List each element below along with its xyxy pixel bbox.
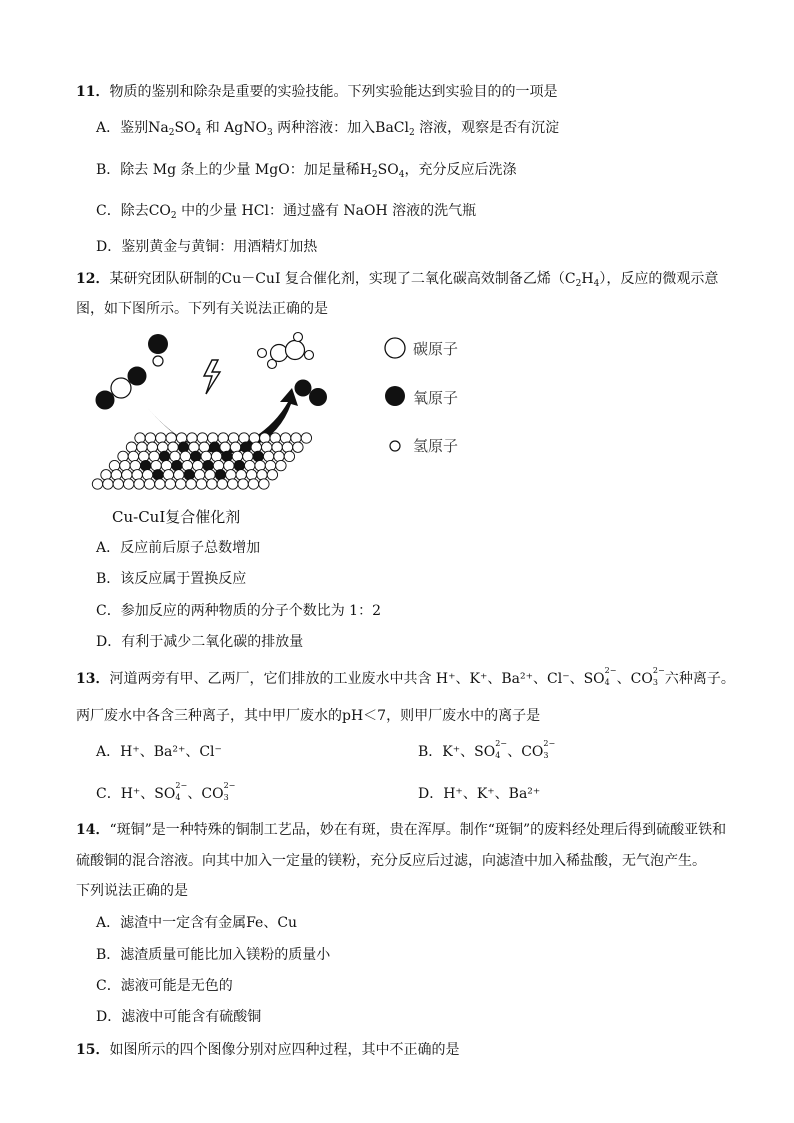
lattice-atom — [245, 460, 255, 470]
lattice-atom — [228, 479, 238, 489]
lattice-atom — [255, 460, 265, 470]
lattice-atom — [132, 470, 142, 480]
catalyst-label: Cu-CuI复合催化剂 — [112, 508, 241, 526]
lattice-atom — [189, 442, 199, 452]
q11-c-part: C．除去CO — [96, 203, 171, 219]
co2-molecule-icon — [96, 367, 146, 409]
lattice-atom — [180, 451, 190, 461]
superscript: 2− — [604, 666, 617, 675]
lattice-atom — [163, 470, 173, 480]
subscript: 2 — [408, 128, 415, 138]
q14-option-d: D．滤液中可能含有硫酸铜 — [96, 1009, 262, 1025]
lattice-atom — [137, 442, 147, 452]
subscript: 4 — [604, 678, 610, 687]
lattice-dark-atom — [178, 442, 188, 452]
lattice-atom — [251, 442, 261, 452]
lattice-atom — [274, 451, 284, 461]
lattice-atom — [230, 442, 240, 452]
reaction-diagram — [90, 330, 490, 530]
q15-stem-text: 如图所示的四个图像分别对应四种过程，其中不正确的是 — [109, 1042, 460, 1058]
q11-number: 11． — [76, 84, 110, 100]
lattice-atom — [197, 433, 207, 443]
lattice-atom — [259, 479, 269, 489]
q13-option-b — [418, 739, 556, 762]
lattice-atom — [270, 433, 280, 443]
lattice-dark-atom — [153, 470, 163, 480]
lattice-atom — [291, 433, 301, 443]
lattice-atom — [228, 433, 238, 443]
q11-b-part: ，充分反应后洗涤 — [404, 162, 517, 178]
q11-a-part: SO — [174, 120, 196, 136]
lattice-dark-atom — [203, 460, 213, 470]
catalyst-lattice-icon — [92, 433, 311, 489]
q14-option-b: B．滤渣质量可能比加入镁粉的质量小 — [96, 947, 331, 963]
lattice-atom — [201, 451, 211, 461]
carbon-atom-icon — [385, 338, 405, 358]
q14-option-c: C．滤液可能是无色的 — [96, 978, 233, 994]
lattice-dark-atom — [253, 451, 263, 461]
lattice-atom — [155, 479, 165, 489]
lattice-atom — [263, 451, 273, 461]
lattice-atom — [145, 433, 155, 443]
lattice-atom — [170, 451, 180, 461]
q13-c-part: C．H⁺、SO — [96, 786, 176, 802]
lattice-atom — [182, 460, 192, 470]
lattice-atom — [101, 470, 111, 480]
q11-option-c — [96, 201, 476, 226]
h2-molecule-icon — [148, 334, 168, 366]
lattice-atom — [111, 470, 121, 480]
q12-stem-part: ），反应的微观示意 — [599, 271, 719, 287]
lattice-dark-atom — [172, 460, 182, 470]
lattice-atom — [207, 479, 217, 489]
q14-stem-line1 — [76, 820, 726, 840]
lattice-atom — [156, 433, 166, 443]
lattice-atom — [293, 442, 303, 452]
co3-charge — [543, 739, 556, 762]
co3-charge — [223, 781, 236, 804]
lattice-atom — [151, 460, 161, 470]
q14-option-a: A．滤渣中一定含有金属Fe、Cu — [96, 915, 298, 931]
lattice-atom — [217, 479, 227, 489]
q12-stem-line2: 图，如下图所示。下列有关说法正确的是 — [76, 301, 328, 317]
lattice-atom — [186, 479, 196, 489]
lattice-atom — [158, 442, 168, 452]
superscript: 2− — [223, 781, 236, 790]
q11-a-part: 两种溶液：加入BaCl — [272, 120, 409, 136]
subscript: 2 — [575, 279, 582, 289]
q12-stem-part: H — [581, 271, 594, 287]
lattice-atom — [118, 451, 128, 461]
lattice-atom — [243, 451, 253, 461]
q11-a-part: 和 AgNO — [201, 120, 267, 136]
lattice-atom — [193, 460, 203, 470]
q11-option-a — [96, 118, 559, 143]
q14-stem-line2: 硫酸铜的混合溶液。向其中加入一定量的镁粉，充分反应后过滤，向滤渣中加入稀盐酸，无气泡产生。 — [76, 853, 706, 869]
lattice-atom — [103, 479, 113, 489]
superscript: 2− — [495, 739, 508, 748]
lattice-atom — [205, 470, 215, 480]
lattice-atom — [174, 470, 184, 480]
q11-a-part: A．鉴别Na — [96, 120, 169, 136]
q14-stem-line3: 下列说法正确的是 — [76, 883, 188, 899]
lattice-atom — [218, 433, 228, 443]
lattice-dark-atom — [141, 460, 151, 470]
q11-b-part: B．除去 Mg 条上的少量 MgO：加足量稀H — [96, 162, 372, 178]
lattice-atom — [144, 479, 154, 489]
q13-stem-part: 河道两旁有甲、乙两厂，它们排放的工业废水中共含 H⁺、K⁺、Ba²⁺、Cl⁻、SO — [109, 671, 605, 687]
q12-option-b: B．该反应属于置换反应 — [96, 571, 247, 587]
lattice-atom — [238, 479, 248, 489]
q11-stem-text: 物质的鉴别和除杂是重要的实验技能。下列实验能达到实验目的的一项是 — [109, 84, 558, 100]
lattice-atom — [226, 470, 236, 480]
q14-number: 14． — [76, 822, 110, 838]
subscript: 2 — [170, 211, 177, 221]
q13-option-d: D．H⁺、K⁺、Ba²⁺ — [418, 786, 541, 802]
ethylene-molecule-icon — [258, 333, 314, 369]
superscript: 2− — [652, 666, 665, 675]
co3-charge — [652, 666, 665, 689]
q11-c-part: 中的少量 HCl：通过盛有 NaOH 溶液的洗气瓶 — [176, 203, 477, 219]
subscript: 4 — [398, 170, 405, 180]
lattice-atom — [147, 442, 157, 452]
oxygen-pair-molecule-icon — [295, 380, 328, 407]
so4-charge — [604, 666, 617, 689]
q13-stem-part: 、CO — [616, 671, 653, 687]
lattice-atom — [124, 479, 134, 489]
subscript: 4 — [495, 751, 501, 760]
legend-oxygen: 氧原子 — [413, 389, 459, 407]
q12-stem-part: 某研究团队研制的Cu－CuI 复合催化剂，实现了二氧化碳高效制备乙烯（C — [109, 271, 576, 287]
lattice-atom — [176, 479, 186, 489]
lattice-atom — [120, 460, 130, 470]
lattice-atom — [224, 460, 234, 470]
lattice-atom — [194, 470, 204, 480]
q13-option-c — [96, 781, 236, 804]
superscript: 2− — [543, 739, 556, 748]
lattice-atom — [149, 451, 159, 461]
subscript: 4 — [195, 128, 202, 138]
q11-option-b — [96, 160, 516, 185]
subscript: 3 — [652, 678, 658, 687]
q13-stem-line1 — [76, 666, 735, 689]
q12-option-a: A．反应前后原子总数增加 — [96, 540, 261, 556]
subscript: 3 — [223, 793, 229, 802]
lattice-dark-atom — [210, 442, 220, 452]
subscript: 3 — [543, 751, 549, 760]
legend — [385, 338, 458, 455]
q13-stem-line2: 两厂废水中各含三种离子，其中甲厂废水的pH＜7，则甲厂废水中的离子是 — [76, 708, 541, 724]
q14-stem-part: “斑铜”是一种特殊的铜制工艺品，妙在有斑，贵在浑厚。制作“斑铜”的废料经处理后得到硫酸亚铁和 — [109, 822, 727, 838]
lattice-atom — [208, 433, 218, 443]
so4-charge — [175, 781, 188, 804]
lattice-atom — [113, 479, 123, 489]
q11-option-d: D．鉴别黄金与黄铜：用酒精灯加热 — [96, 239, 318, 255]
lattice-atom — [135, 433, 145, 443]
hydrogen-atom-icon — [390, 441, 400, 451]
q12-option-d: D．有利于减少二氧化碳的排放量 — [96, 634, 304, 650]
subscript: 2 — [371, 170, 378, 180]
lattice-atom — [211, 451, 221, 461]
lattice-atom — [126, 442, 136, 452]
lattice-atom — [187, 433, 197, 443]
q11-b-part: SO — [377, 162, 399, 178]
lattice-atom — [280, 433, 290, 443]
lattice-atom — [109, 460, 119, 470]
lattice-atom — [165, 479, 175, 489]
lattice-atom — [122, 470, 132, 480]
lattice-atom — [142, 470, 152, 480]
lattice-atom — [265, 460, 275, 470]
lattice-atom — [260, 433, 270, 443]
lattice-atom — [166, 433, 176, 443]
lattice-dark-atom — [234, 460, 244, 470]
q13-b-part: 、CO — [507, 744, 544, 760]
q13-stem-part: 六种离子。 — [664, 671, 735, 687]
oxygen-atom-icon — [385, 386, 405, 406]
legend-hydrogen: 氢原子 — [413, 437, 459, 455]
lattice-atom — [267, 470, 277, 480]
lattice-atom — [232, 451, 242, 461]
lattice-atom — [220, 442, 230, 452]
subscript: 4 — [593, 279, 600, 289]
q13-c-part: 、CO — [187, 786, 224, 802]
subscript: 2 — [168, 128, 175, 138]
lattice-atom — [262, 442, 272, 452]
lattice-atom — [301, 433, 311, 443]
superscript: 2− — [175, 781, 188, 790]
lattice-dark-atom — [222, 451, 232, 461]
lattice-dark-atom — [191, 451, 201, 461]
lattice-atom — [249, 433, 259, 443]
lattice-atom — [246, 470, 256, 480]
lattice-atom — [128, 451, 138, 461]
lattice-dark-atom — [241, 442, 251, 452]
lattice-atom — [176, 433, 186, 443]
lattice-atom — [161, 460, 171, 470]
lattice-atom — [282, 442, 292, 452]
subscript: 3 — [266, 128, 273, 138]
subscript: 4 — [175, 793, 181, 802]
q12-number: 12． — [76, 271, 110, 287]
q15-number: 15． — [76, 1042, 110, 1058]
q13-option-a: A．H⁺、Ba²⁺、Cl⁻ — [96, 744, 222, 760]
lattice-dark-atom — [215, 470, 225, 480]
lattice-atom — [196, 479, 206, 489]
q13-b-part: B．K⁺、SO — [418, 744, 496, 760]
so4-charge — [495, 739, 508, 762]
lattice-atom — [284, 451, 294, 461]
lattice-atom — [134, 479, 144, 489]
lattice-atom — [248, 479, 258, 489]
lattice-atom — [92, 479, 102, 489]
q12-option-c: C．参加反应的两种物质的分子个数比为 1：2 — [96, 603, 381, 619]
lattice-atom — [236, 470, 246, 480]
q15-stem — [76, 1040, 459, 1060]
lattice-atom — [272, 442, 282, 452]
lattice-atom — [213, 460, 223, 470]
lattice-atom — [239, 433, 249, 443]
q13-number: 13． — [76, 671, 110, 687]
legend-carbon: 碳原子 — [413, 340, 459, 358]
lightning-icon — [204, 360, 220, 394]
q11-a-part: 溶液，观察是否有沉淀 — [414, 120, 560, 136]
lattice-atom — [199, 442, 209, 452]
lattice-atom — [139, 451, 149, 461]
lattice-atom — [257, 470, 267, 480]
q12-stem-line1 — [76, 269, 718, 294]
q11-stem — [76, 82, 557, 102]
lattice-atom — [130, 460, 140, 470]
lattice-dark-atom — [184, 470, 194, 480]
lattice-atom — [276, 460, 286, 470]
lattice-dark-atom — [159, 451, 169, 461]
lattice-atom — [168, 442, 178, 452]
